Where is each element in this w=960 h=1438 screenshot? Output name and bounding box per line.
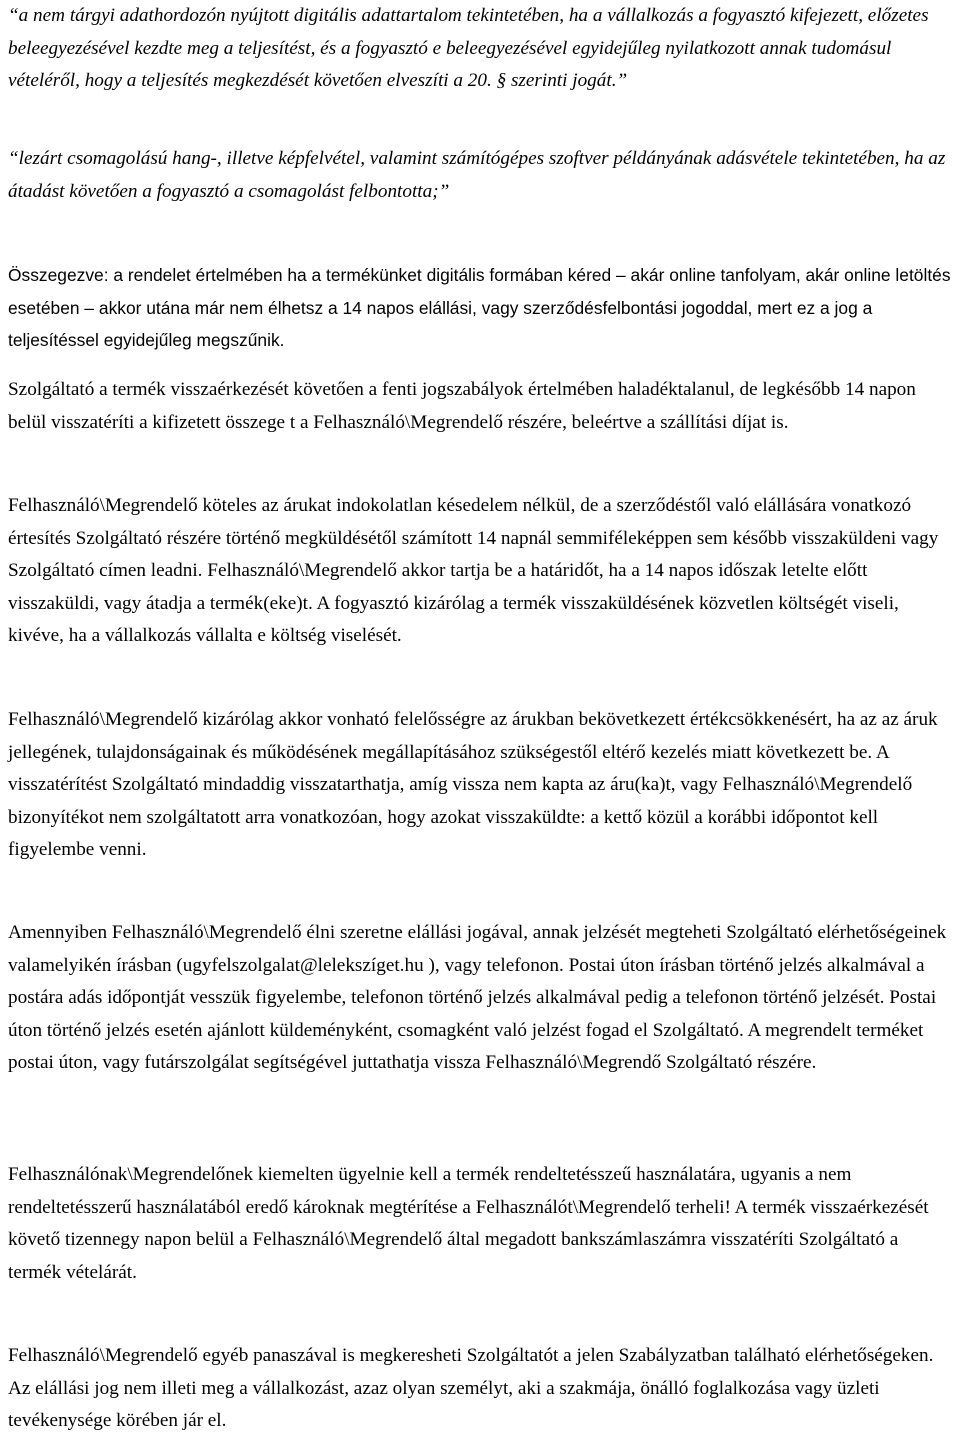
quoted-clause-sealed-packaging: “lezárt csomagolású hang-, illetve képfelvétel, valamint számítógépes szoftver példányának adásvétele tekintetében, ha az átadást követően a fogyasztó a csomagolást felbontotta;”: [8, 148, 946, 202]
return-obligation-paragraph: Felhasználó\Megrendelő köteles az árukat indokolatlan késedelem nélkül, de a szerződéstől való elállására vonatkozó értesítés Szolgáltató részére történő megküldésétől számított 14 napnál semmiféleképpen sem később visszaküldeni vagy Szolgáltató címen leadni. Felhasználó\Megrendelő akkor tartja be a határidőt, ha a 14 napos időszak letelte előtt visszaküldi, vagy átadja a termék(eke)t. A fogyasztó kizárólag a termék visszaküldésének közvetlen költségét viseli, kivéve, ha a vállalkozás vállalta e költség viselését.: [8, 495, 939, 647]
withdrawal-notice-paragraph: Amennyiben Felhasználó\Megrendelő élni szeretne elállási jogával, annak jelzését megteheti Szolgáltató elérhetőségeinek valamelyikén írásban (ugyfelszolgalat@lelekszíget.hu ), vagy telefonon. Postai úton írásban történő jelzés alkalmával a postára adás időpontját vesszük figyelembe, telefonon történő jelzés alkalmával pedig a telefonon történő jelzését. Postai úton történő jelzés esetén ajánlott küldeményként, csomagként való jelzést fogad el Szolgáltató. A megrendelt terméket postai úton, vagy futárszolgálat segítségével juttathatja vissza Felhasználó\Megrendő Szolgáltató részére.: [8, 922, 947, 1074]
intended-use-paragraph: Felhasználónak\Megrendelőnek kiemelten ügyelnie kell a termék rendeltetésszeű használatára, ugyanis a nem rendeltetésszerű használatából eredő károknak megtérítése a Felhasználót\Megrendelő terheli! A termék visszaérkezését követő tizennegy napon belül a Felhasználó\Megrendelő által megadott bankszámlaszámra visszatéríti Szolgáltató a termék vételárát.: [8, 1164, 929, 1283]
summary-paragraph: Összegezve: a rendelet értelmében ha a termékünket digitális formában kéred – akár online tanfolyam, akár online letöltés esetében – akkor utána már nem élhetsz a 14 napos elállási, vagy szerződésfelbontási jogoddal, mert ez a jog a teljesítéssel egyidejűleg megszűnik.: [8, 265, 951, 351]
refund-paragraph: Szolgáltató a termék visszaérkezését követően a fenti jogszabályok értelmében haladéktalanul, de legkésőbb 14 napon belül visszatéríti a kifizetett összege t a Felhasználó\Megrendelő részére, beleértve a szállítási díjat is.: [8, 379, 916, 433]
complaints-paragraph: Felhasználó\Megrendelő egyéb panaszával is megkeresheti Szolgáltatót a jelen Szabályzatban található elérhetőségeken. Az elállási jog nem illeti meg a vállalkozást, azaz olyan személyt, aki a szakmája, önálló foglalkozása vagy üzleti tevékenysége körében jár el.: [8, 1345, 934, 1432]
liability-paragraph: Felhasználó\Megrendelő kizárólag akkor vonható felelősségre az árukban bekövetkezett értékcsökkenésért, ha az az áruk jellegének, tulajdonságainak és működésének megállapításához szükségestől eltérő kezelés miatt következett be. A visszatérítést Szolgáltató mindaddig visszatarthatja, amíg vissza nem kapta az áru(ka)t, vagy Felhasználó\Megrendelő bizonyítékot nem szolgáltatott arra vonatkozóan, hogy azokat visszaküldte: a kettő közül a korábbi időpontot kell figyelembe venni.: [8, 709, 938, 861]
quoted-clause-digital-content: “a nem tárgyi adathordozón nyújtott digitális adattartalom tekintetében, ha a vállalkozás a fogyasztó kifejezett, előzetes beleegyezésével kezdte meg a teljesítést, és a fogyasztó e beleegyezésével egyidejűleg nyilatkozott annak tudomásul vételéről, hogy a teljesítés megkezdését követően elveszíti a 20. § szerinti jogát.”: [8, 5, 929, 92]
